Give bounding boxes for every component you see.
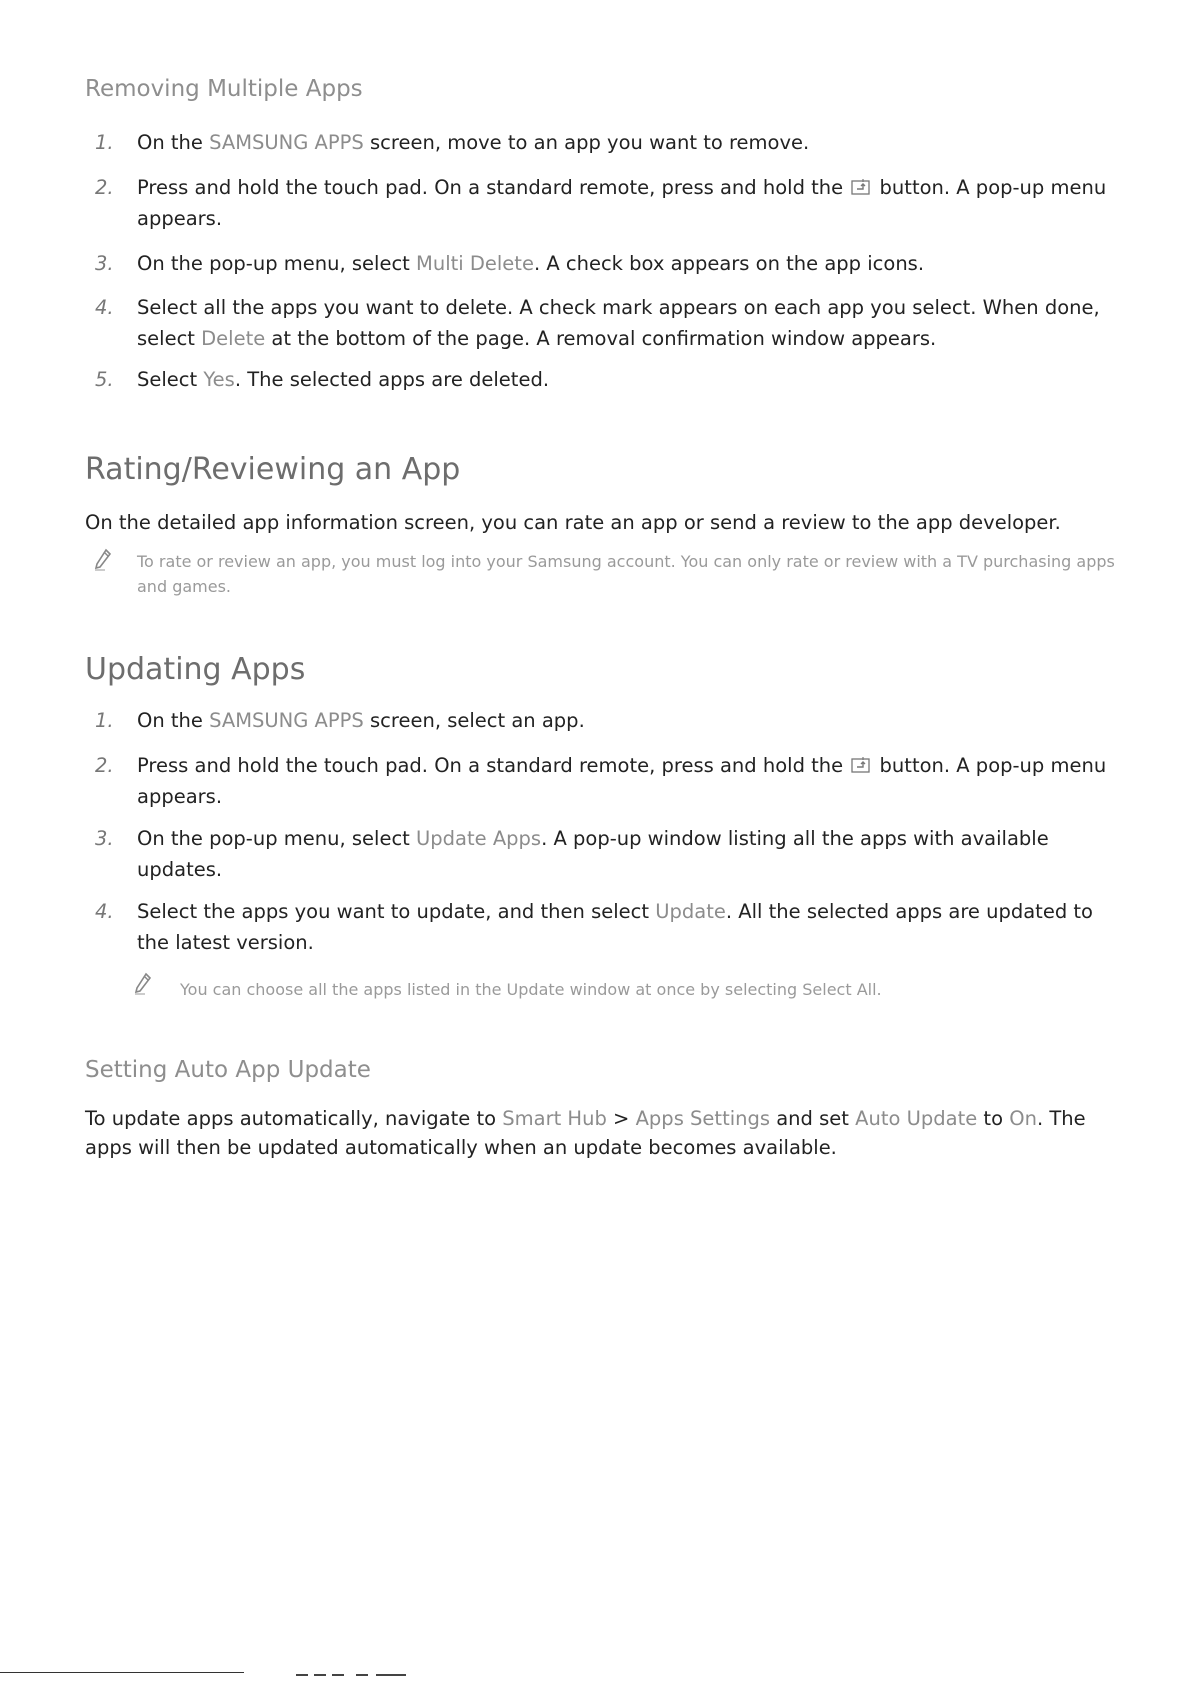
rating-intro: On the detailed app information screen, you can rate an app or send a review to the app developer. [85, 511, 1061, 534]
step-number: 4. [95, 296, 114, 319]
auto-update-paragraph: To update apps automatically, navigate to Smart Hub > Apps Settings and set Auto Update to On. The apps will then be updated automatically when an update becomes available. [85, 1107, 1086, 1159]
pencil-note-icon [93, 548, 113, 572]
updating-step-2: 2. Press and hold the touch pad. On a standard remote, press and hold the button. A pop-up menu appears. [85, 750, 1125, 812]
update-note: You can choose all the apps listed in the Update window at once by selecting Select All. [180, 980, 882, 999]
menu-highlight: Update [655, 900, 726, 923]
menu-highlight: Delete [201, 327, 266, 350]
menu-path-smart-hub: Smart Hub [502, 1107, 607, 1130]
removing-step-1: 1. On the SAMSUNG APPS screen, move to an app you want to remove. [85, 127, 1125, 158]
option-value-on: On [1009, 1107, 1037, 1130]
footer-rule [0, 1672, 244, 1673]
removing-step-2: 2. Press and hold the touch pad. On a standard remote, press and hold the button. A pop-up menu appears. [85, 172, 1125, 234]
tools-button-icon [851, 179, 871, 196]
footer-mark [356, 1674, 368, 1676]
footer-mark [296, 1674, 308, 1676]
menu-highlight: SAMSUNG APPS [209, 709, 364, 732]
updating-step-3: 3. On the pop-up menu, select Update Apps. A pop-up window listing all the apps with available updates. [85, 823, 1125, 885]
step-number: 3. [95, 252, 114, 275]
rating-note: To rate or review an app, you must log into your Samsung account. You can only rate or review with a TV purchasing apps and games. [137, 552, 1115, 596]
footer-mark [332, 1674, 344, 1676]
step-number: 3. [95, 827, 114, 850]
step-number: 1. [95, 131, 114, 154]
section-heading-auto-app-update: Setting Auto App Update [85, 1057, 371, 1083]
removing-step-3: 3. On the pop-up menu, select Multi Delete. A check box appears on the app icons. [85, 248, 1125, 279]
step-number: 2. [95, 176, 114, 199]
step-number: 4. [95, 900, 114, 923]
section-heading-updating-apps: Updating Apps [85, 652, 306, 687]
pencil-note-icon [133, 972, 153, 996]
menu-highlight: Update Apps [416, 827, 542, 850]
section-heading-removing-multiple-apps: Removing Multiple Apps [85, 76, 363, 102]
menu-highlight: Yes [203, 368, 235, 391]
updating-step-4: 4. Select the apps you want to update, and then select Update. All the selected apps are updated to the latest version. [85, 896, 1125, 958]
menu-highlight: Multi Delete [416, 252, 534, 275]
step-number: 1. [95, 709, 114, 732]
footer-mark [376, 1674, 406, 1676]
removing-step-5: 5. Select Yes. The selected apps are deleted. [85, 364, 1125, 395]
section-heading-rating-reviewing: Rating/Reviewing an App [85, 452, 461, 487]
step-number: 5. [95, 368, 114, 391]
updating-step-1: 1. On the SAMSUNG APPS screen, select an app. [85, 705, 1125, 736]
footer-mark [314, 1674, 326, 1676]
option-auto-update: Auto Update [855, 1107, 978, 1130]
removing-step-4: 4. Select all the apps you want to delete. A check mark appears on each app you select. When done, select Delete at the bottom of the page. A removal confirmation window appears. [85, 292, 1125, 354]
tools-button-icon [851, 757, 871, 774]
menu-path-apps-settings: Apps Settings [635, 1107, 771, 1130]
step-number: 2. [95, 754, 114, 777]
menu-highlight: SAMSUNG APPS [209, 131, 364, 154]
